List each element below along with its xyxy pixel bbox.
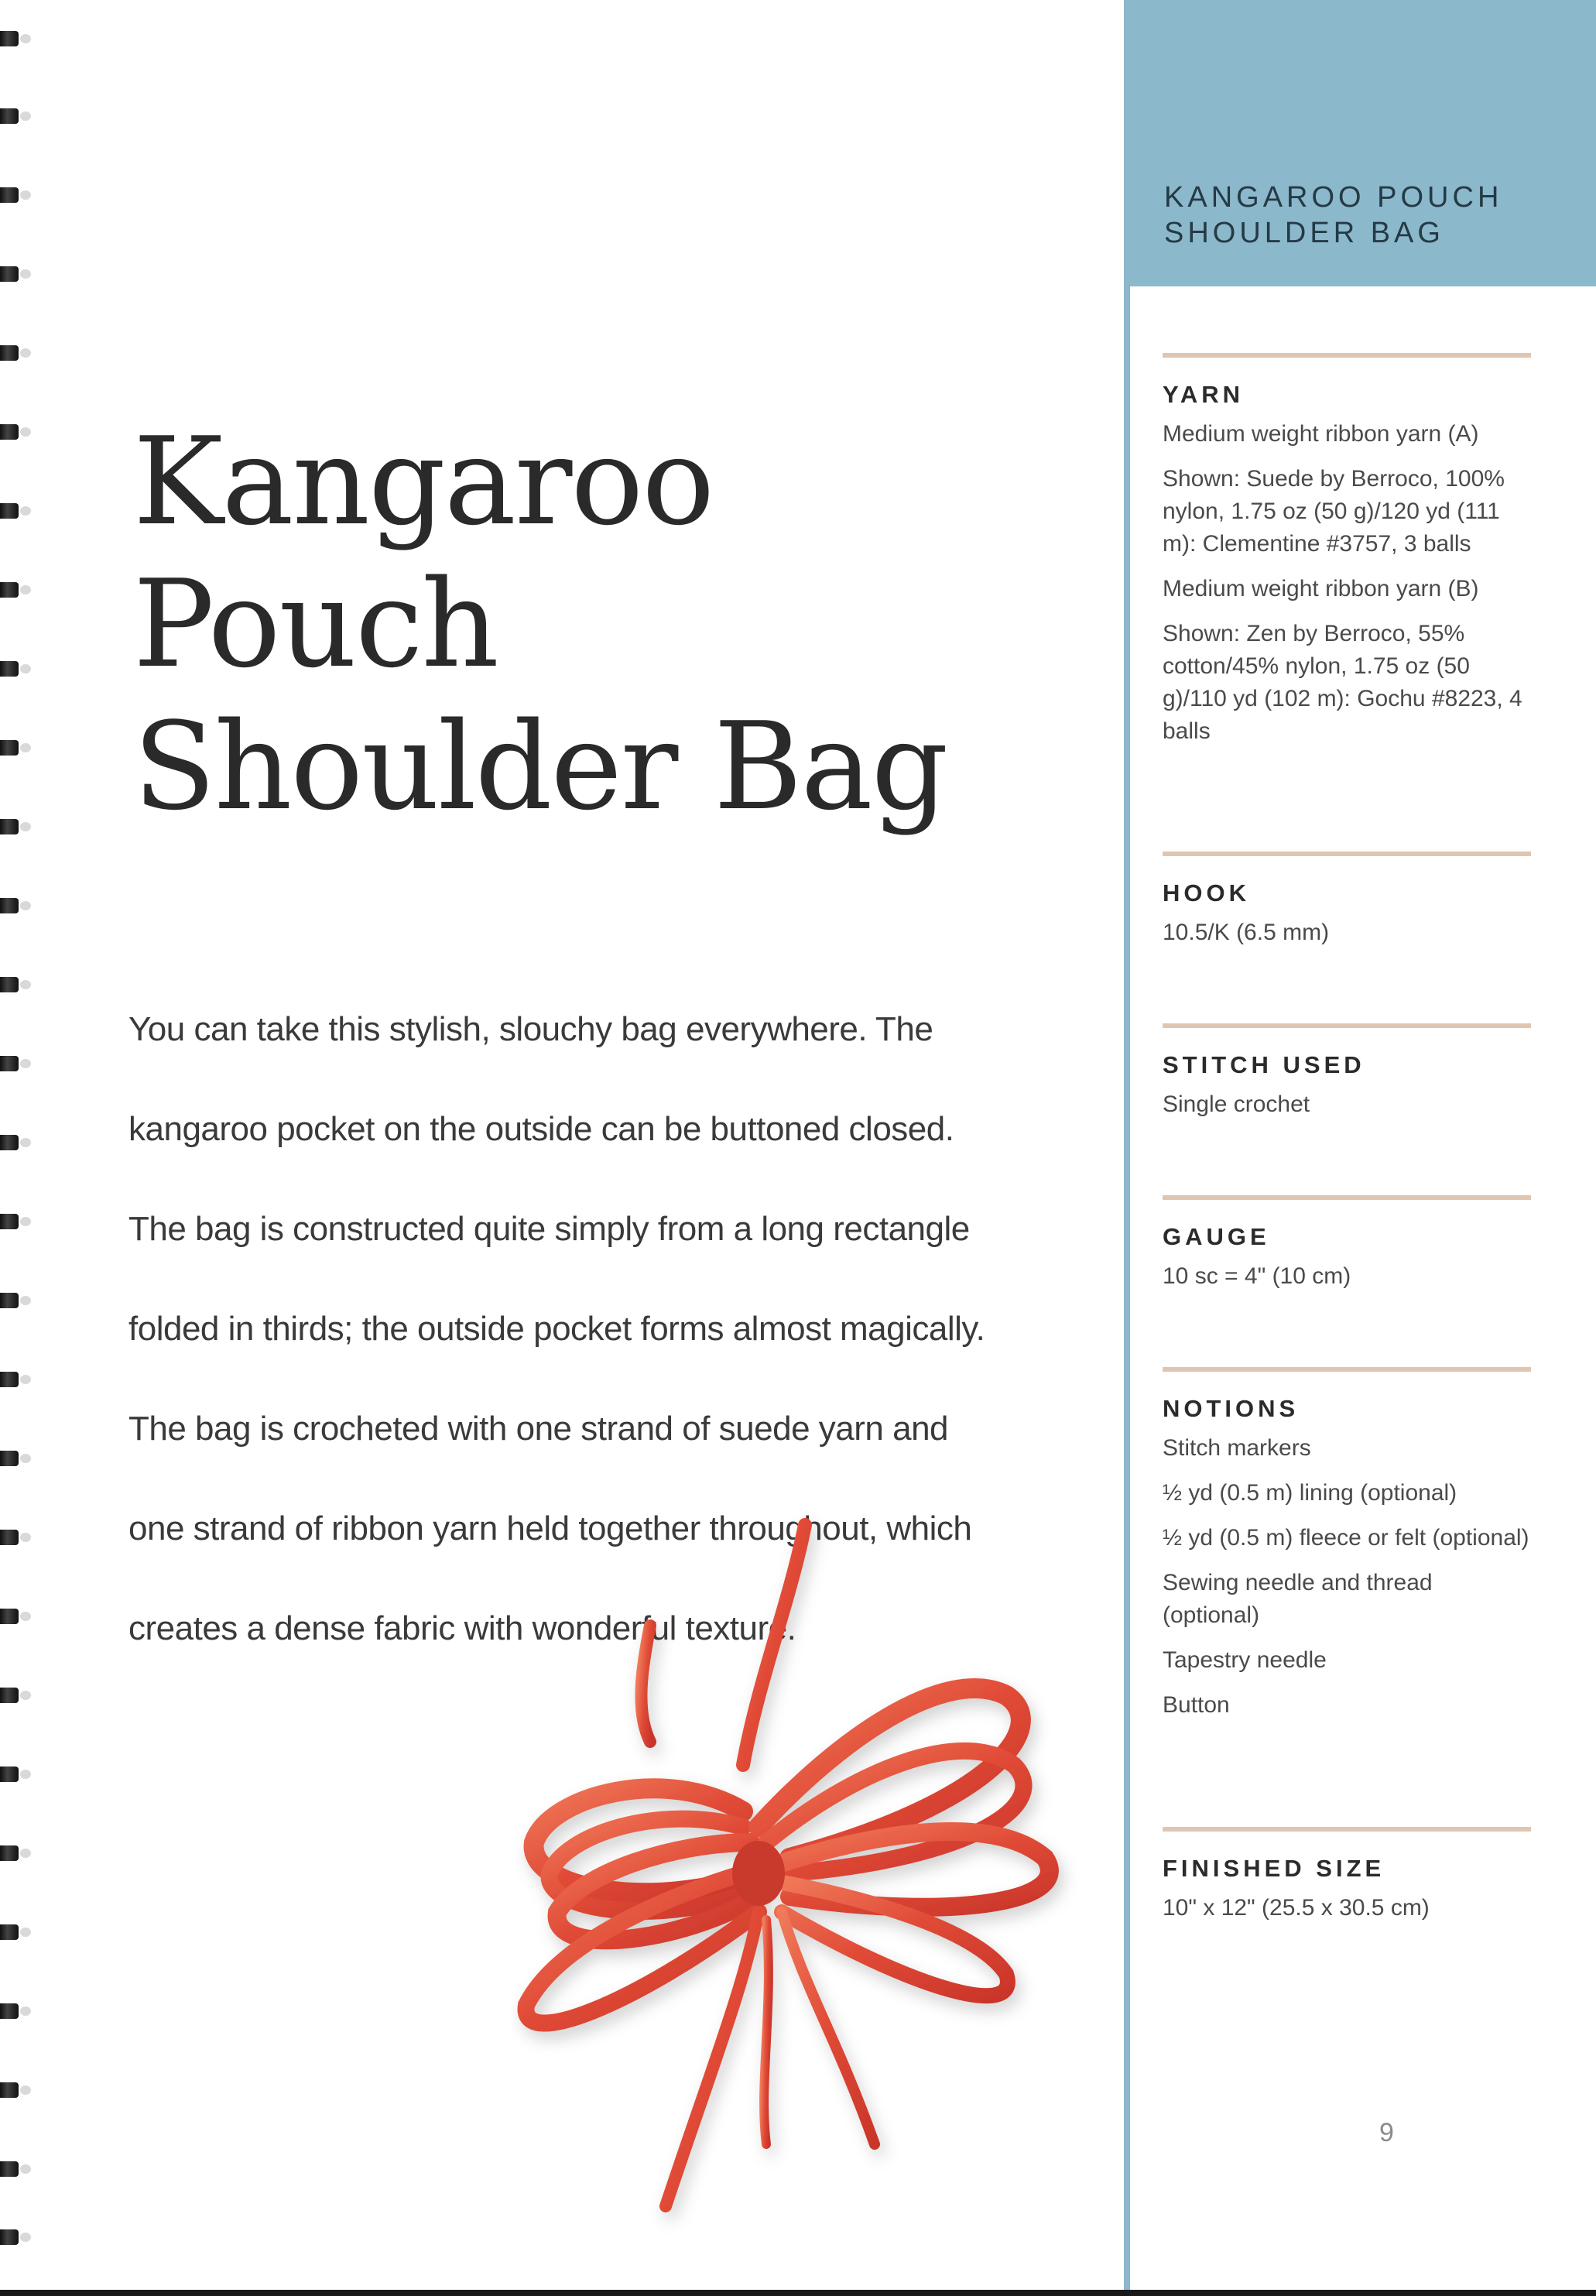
binding-ring	[0, 1135, 19, 1150]
binding-ring	[0, 1372, 19, 1387]
sidebar-header	[1130, 0, 1596, 286]
title-line: Shoulder Bag	[133, 696, 947, 837]
sidebar-header-title	[1164, 180, 1567, 251]
section-divider	[1163, 1827, 1531, 1832]
binding-ring	[0, 1767, 19, 1782]
section-heading: HOOK	[1163, 879, 1250, 906]
binding-ring	[0, 2003, 19, 2019]
binding-ring	[0, 2082, 19, 2098]
section-heading: NOTIONS	[1163, 1395, 1300, 1422]
spec-item: Medium weight ribbon yarn (A)	[1163, 421, 1479, 447]
page-bottom-edge	[0, 2290, 1596, 2296]
binding-ring	[0, 1056, 19, 1071]
binding-ring	[0, 1688, 19, 1703]
finished-size-section	[1163, 1827, 1531, 1937]
spec-item: Stitch markers	[1163, 1435, 1311, 1461]
spec-item: Button	[1163, 1692, 1230, 1718]
binding-ring	[0, 2161, 19, 2177]
page-title	[133, 410, 985, 838]
title-line: Pouch	[133, 553, 498, 694]
intro-paragraph: You can take this stylish, slouchy bag everywhere. The kangaroo pocket on the outside can be buttoned closed. The bag is constructed quite simply from a long rectangle folded in thirds; the outside pocket forms almost magically. The bag is crocheted with one strand of suede yarn and one strand of ribbon yarn held together throughout, which creates a dense fabric with wonderful texture.	[128, 1010, 985, 1647]
binding-ring	[0, 1530, 19, 1545]
binding-ring	[0, 187, 19, 203]
spec-item: 10" x 12" (25.5 x 30.5 cm)	[1163, 1895, 1430, 1921]
sidebar-header-line: KANGAROO POUCH	[1164, 181, 1503, 214]
spec-item: Tapestry needle	[1163, 1647, 1327, 1673]
binding-ring	[0, 1293, 19, 1308]
binding-ring	[0, 819, 19, 834]
binding-ring	[0, 740, 19, 756]
section-heading: YARN	[1163, 381, 1244, 408]
spec-item: ½ yd (0.5 m) lining (optional)	[1163, 1480, 1457, 1506]
spec-item: Sewing needle and thread (optional)	[1163, 1570, 1433, 1628]
section-divider	[1163, 1195, 1531, 1200]
binding-ring	[0, 345, 19, 361]
binding-ring	[0, 1924, 19, 1940]
title-line: Kangaroo	[133, 411, 714, 552]
binding-ring	[0, 108, 19, 124]
section-heading: STITCH USED	[1163, 1051, 1365, 1078]
spiral-binding	[0, 0, 46, 2296]
spec-item: ½ yd (0.5 m) fleece or felt (optional)	[1163, 1525, 1529, 1551]
spec-item: Shown: Suede by Berroco, 100% nylon, 1.75 oz (50 g)/120 yd (111 m): Clementine #3757, 3 balls	[1163, 466, 1505, 557]
binding-ring	[0, 424, 19, 440]
section-divider	[1163, 852, 1531, 856]
spec-item: 10 sc = 4" (10 cm)	[1163, 1263, 1351, 1289]
yarn-section	[1163, 353, 1531, 760]
binding-ring	[0, 898, 19, 913]
binding-ring	[0, 31, 19, 46]
binding-ring	[0, 1214, 19, 1229]
section-heading: GAUGE	[1163, 1223, 1270, 1250]
binding-ring	[0, 266, 19, 282]
binding-ring	[0, 1609, 19, 1624]
spec-item: Single crochet	[1163, 1091, 1310, 1117]
binding-ring	[0, 1845, 19, 1861]
spec-item: 10.5/K (6.5 mm)	[1163, 920, 1330, 945]
spec-item: Shown: Zen by Berroco, 55% cotton/45% nylon, 1.75 oz (50 g)/110 yd (102 m): Gochu #8223, 4 balls	[1163, 621, 1522, 744]
sidebar-header-line: SHOULDER BAG	[1164, 217, 1444, 249]
spec-item: Medium weight ribbon yarn (B)	[1163, 576, 1479, 601]
page-number: 9	[1379, 2118, 1394, 2147]
binding-ring	[0, 661, 19, 677]
materials-sidebar	[1124, 0, 1596, 2296]
notions-section	[1163, 1367, 1531, 1734]
ribbon-bow-icon	[511, 1510, 1099, 2253]
binding-ring	[0, 582, 19, 598]
binding-ring	[0, 2229, 19, 2245]
section-divider	[1163, 353, 1531, 358]
binding-ring	[0, 977, 19, 992]
binding-ring	[0, 1451, 19, 1466]
section-heading: FINISHED SIZE	[1163, 1855, 1385, 1882]
hook-section	[1163, 852, 1531, 961]
section-divider	[1163, 1367, 1531, 1372]
section-divider	[1163, 1023, 1531, 1028]
stitch-section	[1163, 1023, 1531, 1133]
binding-ring	[0, 503, 19, 519]
gauge-section	[1163, 1195, 1531, 1305]
ribbon-bow-photo	[511, 1510, 1099, 2253]
